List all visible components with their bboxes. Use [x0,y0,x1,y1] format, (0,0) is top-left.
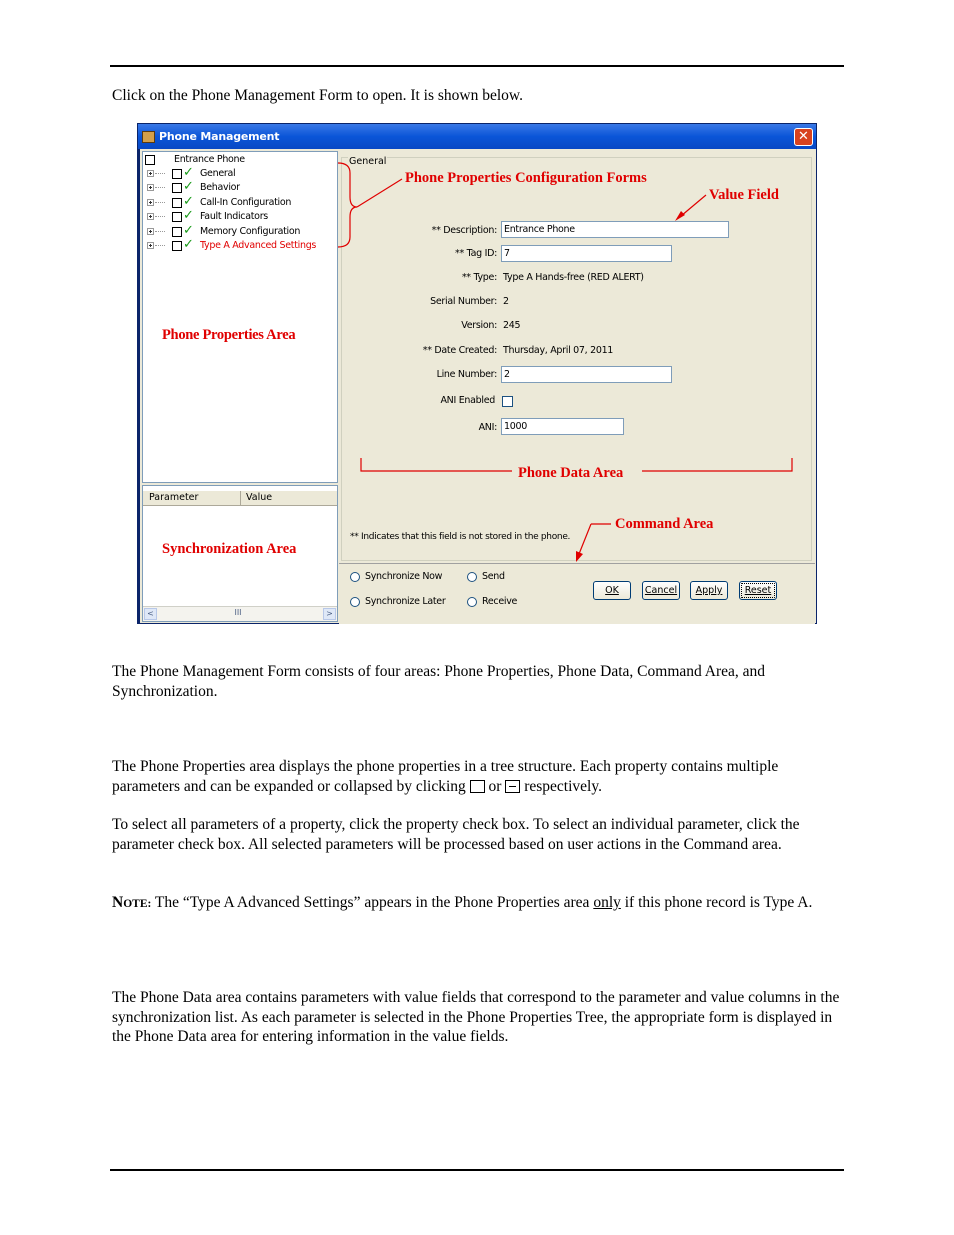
properties-text-a: The Phone Properties area displays the phone properties in a tree structure. Each property contains multiple parameters and can be expanded or collapsed by clicking [112,758,779,795]
paragraph-overview: The Phone Management Form consists of four areas: Phone Properties, Phone Data, Command Area, and Synchronization. [112,663,766,700]
serial-number-label: Serial Number: [430,296,497,307]
properties-area-annotation: Phone Properties Area [162,327,296,343]
group-title: General [349,156,387,167]
value-field-arrowhead [675,211,685,221]
type-label: ** Type: [461,272,497,283]
column-parameter[interactable]: Parameter [149,492,199,503]
collapse-box-icon [505,780,520,793]
note-only: only [593,894,621,911]
scroll-right-icon[interactable]: > [323,608,336,620]
line-number-field[interactable]: 2 [501,366,672,383]
serial-number-value: 2 [503,296,509,307]
footer-rule [110,1169,844,1171]
tag-id-label: ** Tag ID: [455,248,497,259]
ani-label: ANI: [478,422,497,433]
paragraph-data-area: The Phone Data area contains parameters with value fields that correspond to the parameter and value columns in the synchronization list. As each parameter is selected in the Phone Properties Tree, the appropriate form is displayed in the Phone Data area for entering information in the value fields. [112,989,840,1045]
data-area-annotation: Phone Data Area [518,465,624,481]
annotation-overlay [140,149,816,623]
line-number-label: Line Number: [436,369,497,380]
header-rule [110,65,844,67]
version-label: Version: [461,320,497,331]
paragraph-properties [112,757,844,796]
apply-button-label: Apply [695,585,723,596]
app-icon [142,131,155,143]
note-heading [112,894,151,911]
close-icon[interactable]: ✕ [794,128,813,146]
reset-button-label: Reset [744,585,772,596]
tag-id-field[interactable]: 7 [501,245,672,262]
date-created-value: Thursday, April 07, 2011 [503,345,614,356]
note-heading-rest: OTE: [123,898,152,910]
check-icon: ✓ [183,179,194,195]
tree-root-label: Entrance Phone [174,154,245,165]
note-heading-initial: N [112,894,124,911]
tree-item-label[interactable]: Memory Configuration [200,225,301,237]
tree-item-label[interactable]: Behavior [200,182,240,194]
synchronize-now-label[interactable]: Synchronize Now [365,571,443,582]
properties-text-or: or [488,777,502,795]
ani-enabled-label: ANI Enabled [440,395,495,406]
note-text-b: if this phone record is Type A. [620,894,813,911]
check-icon: ✓ [183,165,194,180]
command-area-annotation: Command Area [615,516,714,532]
type-value: Type A Hands-free (RED ALERT) [503,272,644,283]
command-area-arrowhead [576,551,583,562]
cancel-button-label: Cancel [644,585,678,596]
note-text-a: The “Type A Advanced Settings” appears in the Phone Properties area [151,894,594,911]
scroll-left-icon[interactable]: < [144,608,157,620]
tree-item-label[interactable]: General [200,168,236,179]
tree-item-label[interactable]: Fault Indicators [200,211,268,223]
description-field[interactable]: Entrance Phone [501,221,729,238]
ok-button-label: OK [605,585,619,596]
data-area-bracket-right [642,458,792,471]
value-field-annotation: Value Field [709,187,779,203]
data-area-bracket-left [361,458,512,471]
send-label[interactable]: Send [482,571,505,582]
intro-text: Click on the Phone Management Form to open. It is shown below. [112,87,523,104]
receive-label[interactable]: Receive [482,596,518,607]
config-forms-pointer [357,179,402,207]
phone-management-window [137,123,817,624]
config-forms-annotation: Phone Properties Configuration Forms [405,170,647,186]
properties-text-b: respectively. [524,777,602,795]
check-icon: ✓ [183,222,194,238]
value-field-arrow-line [681,195,706,216]
synchronize-later-label[interactable]: Synchronize Later [365,596,446,607]
column-value[interactable]: Value [246,492,273,503]
paragraph-selection: To select all parameters of a property, click the property check box. To select an individual parameter, click the parameter check box. All selected parameters will be processed based on user actions in the Command area. [112,816,800,853]
expand-box-icon [470,780,485,793]
window-client [140,149,816,623]
config-forms-brace [338,163,357,247]
ani-field[interactable]: 1000 [501,418,624,435]
footnote: ** Indicates that this field is not stored in the phone. [350,532,571,542]
tree-item-label[interactable]: Call-In Configuration [200,196,292,208]
tree-item-label[interactable]: Type A Advanced Settings [200,240,317,251]
title-bar[interactable] [138,124,816,149]
sync-area-annotation: Synchronization Area [162,541,297,557]
check-icon: ✓ [183,193,194,209]
command-area-line-d [579,524,591,554]
description-label: ** Description: [431,225,497,236]
window-title: Phone Management [159,130,280,143]
paragraph-note [112,893,844,915]
check-icon: ✓ [183,208,194,224]
date-created-label: ** Date Created: [422,345,497,356]
scroll-thumb[interactable]: III [234,608,242,617]
check-icon: ✓ [183,237,194,252]
version-value: 245 [503,320,521,331]
